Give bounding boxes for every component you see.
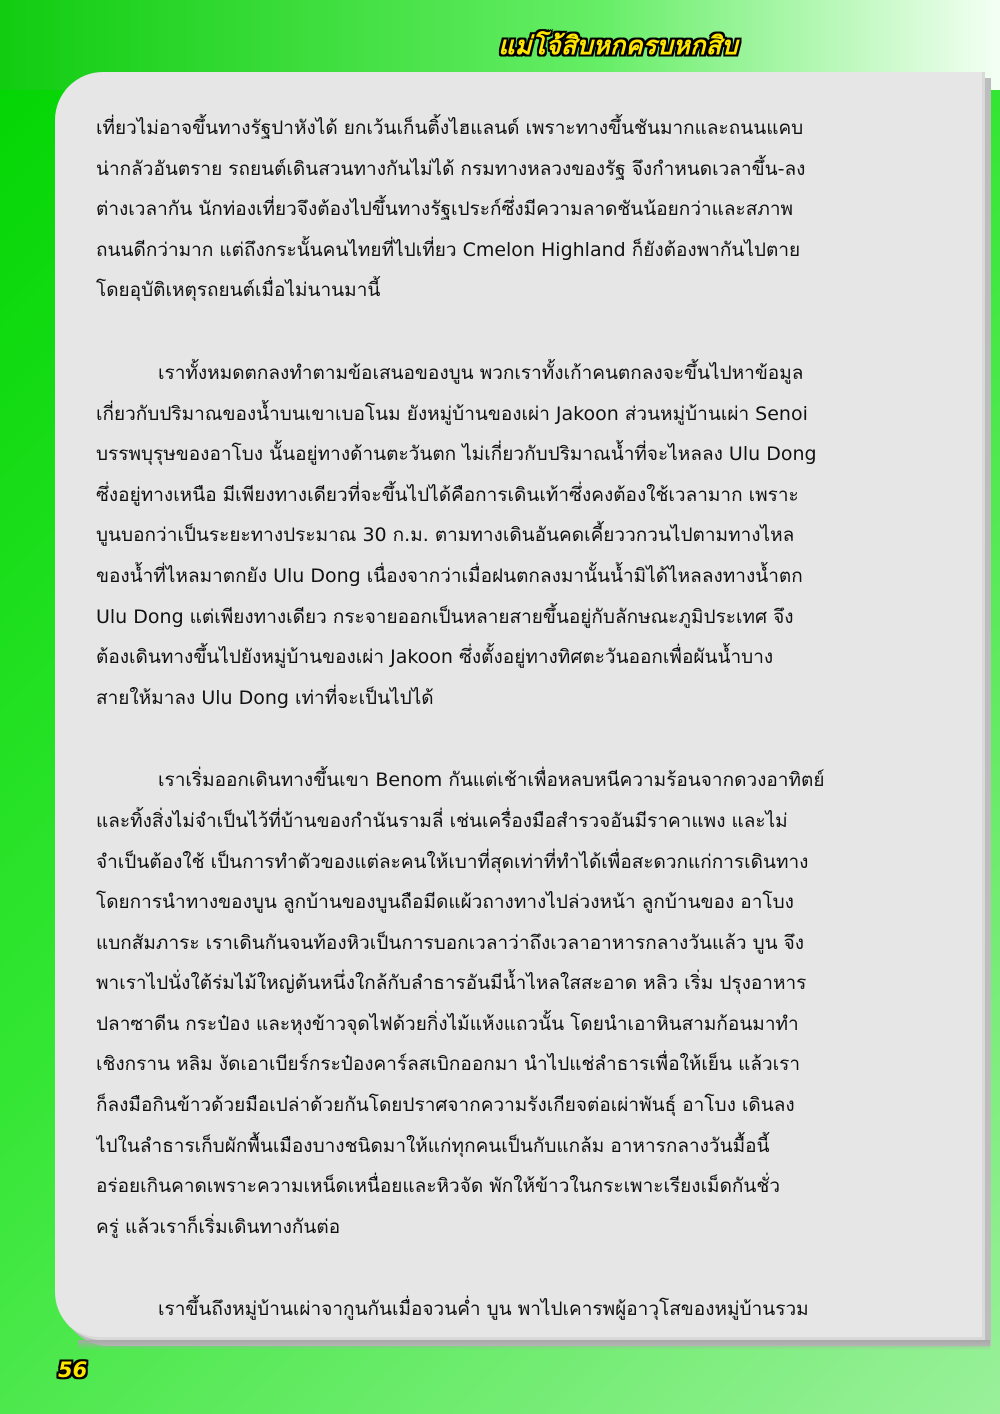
text-line: และทิ้งสิ่งไม่จำเป็นไว้ที่บ้านของกำนันรามลี่ เช่นเครื่องมือสำรวจอันมีราคาแพง และไม่ xyxy=(96,809,788,832)
text-line: บูนบอกว่าเป็นระยะทางประมาณ 30 ก.ม. ตามทางเดินอันคดเคี้ยววกวนไปตามทางไหล xyxy=(96,524,795,547)
text-line: เราทั้งหมดตกลงทำตามข้อเสนอของบูน พวกเราทั้งเก้าคนตกลงจะขึ้นไปหาข้อมูล xyxy=(158,361,804,384)
text-line: ซึ่งอยู่ทางเหนือ มีเพียงทางเดียวที่จะขึ้นไปได้คือการเดินเท้าซึ่งคงต้องใช้เวลามาก เพราะ xyxy=(96,483,799,506)
text-line: จำเป็นต้องใช้ เป็นการทำตัวของแต่ละคนให้เบาที่สุดเท่าที่ทำได้เพื่อสะดวกแก่การเดินทาง xyxy=(96,850,809,873)
paragraph-gap xyxy=(96,1247,880,1289)
text-line: โดยอุบัติเหตุรถยนต์เมื่อไม่นานมานี้ xyxy=(96,279,381,302)
text-line: เกี่ยวกับปริมาณของน้ำบนเขาเบอโนม ยังหมู่บ้านของเผ่า Jakoon ส่วนหมู่บ้านเผ่า Senoi xyxy=(96,402,808,425)
text-line: บรรพบุรุษของอาโบง นั้นอยู่ทางด้านตะวันตก ไม่เกี่ยวกับปริมาณน้ำที่จะไหลลง Ulu Dong xyxy=(96,443,817,466)
text-line: พาเราไปนั่งใต้ร่มไม้ใหญ่ต้นหนึ่งใกล้กับลำธารอันมีน้ำไหลใสสะอาด หลิว เริ่ม ปรุงอาหาร xyxy=(96,972,807,995)
text-line: ก็ลงมือกินข้าวด้วยมือเปล่าด้วยกันโดยปราศจากความรังเกียจต่อเผ่าพันธุ์ อาโบง เดินลง xyxy=(96,1094,795,1117)
text-line: เที่ยวไม่อาจขึ้นทางรัฐปาหังได้ ยกเว้นเก็นติ้งไฮแลนด์ เพราะทางขึ้นชันมากและถนนแคบ xyxy=(96,117,804,139)
paragraph-2 xyxy=(96,353,880,718)
panel-shadow xyxy=(78,1340,990,1350)
article-body xyxy=(96,108,880,1330)
text-line: ต่างเวลากัน นักท่องเที่ยวจึงต้องไปขึ้นทางรัฐเประก์ซึ่งมีความลาดชันน้อยกว่าและสภาพ xyxy=(96,198,794,221)
text-line: อร่อยเกินคาดเพราะความเหน็ดเหนื่อยและหิวจัด พักให้ข้าวในกระเพาะเรียงเม็ดกันชั่ว xyxy=(96,1175,780,1198)
paragraph-3 xyxy=(96,760,880,1247)
paragraph-gap xyxy=(96,311,880,353)
text-line: Ulu Dong แต่เพียงทางเดียว กระจายออกเป็นหลายสายขึ้นอยู่กับลักษณะภูมิประเทศ จึง xyxy=(96,605,794,628)
text-line: เราเริ่มออกเดินทางขึ้นเขา Benom กันแต่เช้าเพื่อหลบหนีความร้อนจากดวงอาทิตย์ xyxy=(158,769,825,792)
page-number: 56 xyxy=(58,1358,88,1382)
text-line: ของน้ำที่ไหลมาตกยัง Ulu Dong เนื่องจากว่าเมื่อฝนตกลงมานั้นน้ำมิได้ไหลลงทางน้ำตก xyxy=(96,564,803,587)
paragraph-4 xyxy=(96,1289,880,1330)
text-line: ถนนดีกว่ามาก แต่ถึงกระนั้นคนไทยที่ไปเที่ยว Cmelon Highland ก็ยังต้องพากันไปตาย xyxy=(96,238,801,261)
text-line: เราขึ้นถึงหมู่บ้านเผ่าจากูนกันเมื่อจวนค่ำ บูน พาไปเคารพผู้อาวุโสของหมู่บ้านรวม xyxy=(158,1298,809,1321)
text-line: น่ากลัวอันตราย รถยนต์เดินสวนทางกันไม่ได้ กรมทางหลวงของรัฐ จึงกำหนดเวลาขึ้น-ลง xyxy=(96,157,806,180)
text-line: ครู่ แล้วเราก็เริ่มเดินทางกันต่อ xyxy=(96,1215,341,1238)
text-line: สายให้มาลง Ulu Dong เท่าที่จะเป็นไปได้ xyxy=(96,686,434,709)
paragraph-gap xyxy=(96,718,880,760)
text-line: ปลาซาดีน กระป๋อง และหุงข้าวจุดไฟด้วยกิ่งไม้แห้งแถวนั้น โดยนำเอาหินสามก้อนมาทำ xyxy=(96,1012,799,1035)
paragraph-1 xyxy=(96,108,880,311)
text-line: แบกสัมภาระ เราเดินกันจนท้องหิวเป็นการบอกเวลาว่าถึงเวลาอาหารกลางวันแล้ว บูน จึง xyxy=(96,931,805,954)
text-line: ต้องเดินทางขึ้นไปยังหมู่บ้านของเผ่า Jakoon ซึ่งตั้งอยู่ทางทิศตะวันออกเพื่อผันน้ำบาง xyxy=(96,646,774,669)
text-line: โดยการนำทางของบูน ลูกบ้านของบูนถือมีดแผ้วถางทางไปล่วงหน้า ลูกบ้านของ อาโบง xyxy=(96,891,794,914)
text-line: เชิงกราน หลิม งัดเอาเบียร์กระป๋องคาร์ลสเบิกออกมา นำไปแช่ลำธารเพื่อให้เย็น แล้วเรา xyxy=(96,1053,801,1076)
text-line: ไปในลำธารเก็บผักพื้นเมืองบางชนิดมาให้แก่ทุกคนเป็นกับแกล้ม อาหารกลางวันมื้อนี้ xyxy=(96,1134,770,1157)
running-header-title: แม่โจ้สิบหกครบหกสิบ xyxy=(498,31,738,60)
